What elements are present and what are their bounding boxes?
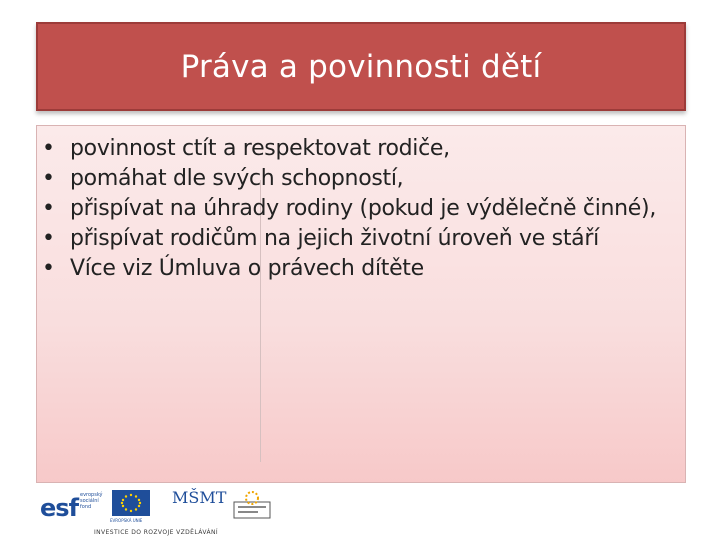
slide-title-bar — [36, 22, 686, 111]
eu-flag-icon — [112, 490, 150, 516]
bullet-icon: • — [42, 196, 55, 221]
msmt-logo-icon — [166, 488, 227, 524]
msmt-logo-text: MŠMT — [172, 488, 227, 507]
bullet-item — [36, 254, 696, 284]
bullet-item — [36, 164, 696, 194]
slide-title: Práva a povinnosti dětí — [180, 48, 542, 85]
bullet-text: pomáhat dle svých schopností, — [70, 166, 404, 191]
bullet-text: přispívat na úhrady rodiny (pokud je výdělečně činné), — [70, 196, 657, 221]
bullet-icon: • — [42, 166, 55, 191]
bullet-item — [36, 194, 696, 224]
eu-logo-caption: EVROPSKÁ UNIE — [110, 518, 143, 523]
bullet-item — [36, 134, 696, 164]
bullet-text: Více viz Úmluva o právech dítěte — [70, 256, 424, 281]
esf-logo-icon — [40, 490, 106, 526]
eu-stars-icon — [112, 490, 150, 516]
esf-logo-subtext: evropský sociální fond — [80, 492, 103, 510]
bullet-item — [36, 224, 696, 254]
bullet-text: povinnost ctít a respektovat rodiče, — [70, 136, 450, 161]
bullet-list — [36, 134, 696, 284]
footer-logo-strip — [40, 488, 280, 536]
bullet-icon: • — [42, 136, 55, 161]
bullet-text: přispívat rodičům na jejich životní úroveň ve stáří — [70, 226, 599, 251]
bullet-icon: • — [42, 226, 55, 251]
esf-logo-text: esf — [40, 494, 79, 522]
opvk-logo-icon — [230, 488, 274, 522]
invest-text: INVESTICE DO ROZVOJE VZDĚLÁVÁNÍ — [94, 529, 219, 536]
opvk-sun-icon — [230, 488, 274, 522]
bullet-icon: • — [42, 256, 55, 281]
